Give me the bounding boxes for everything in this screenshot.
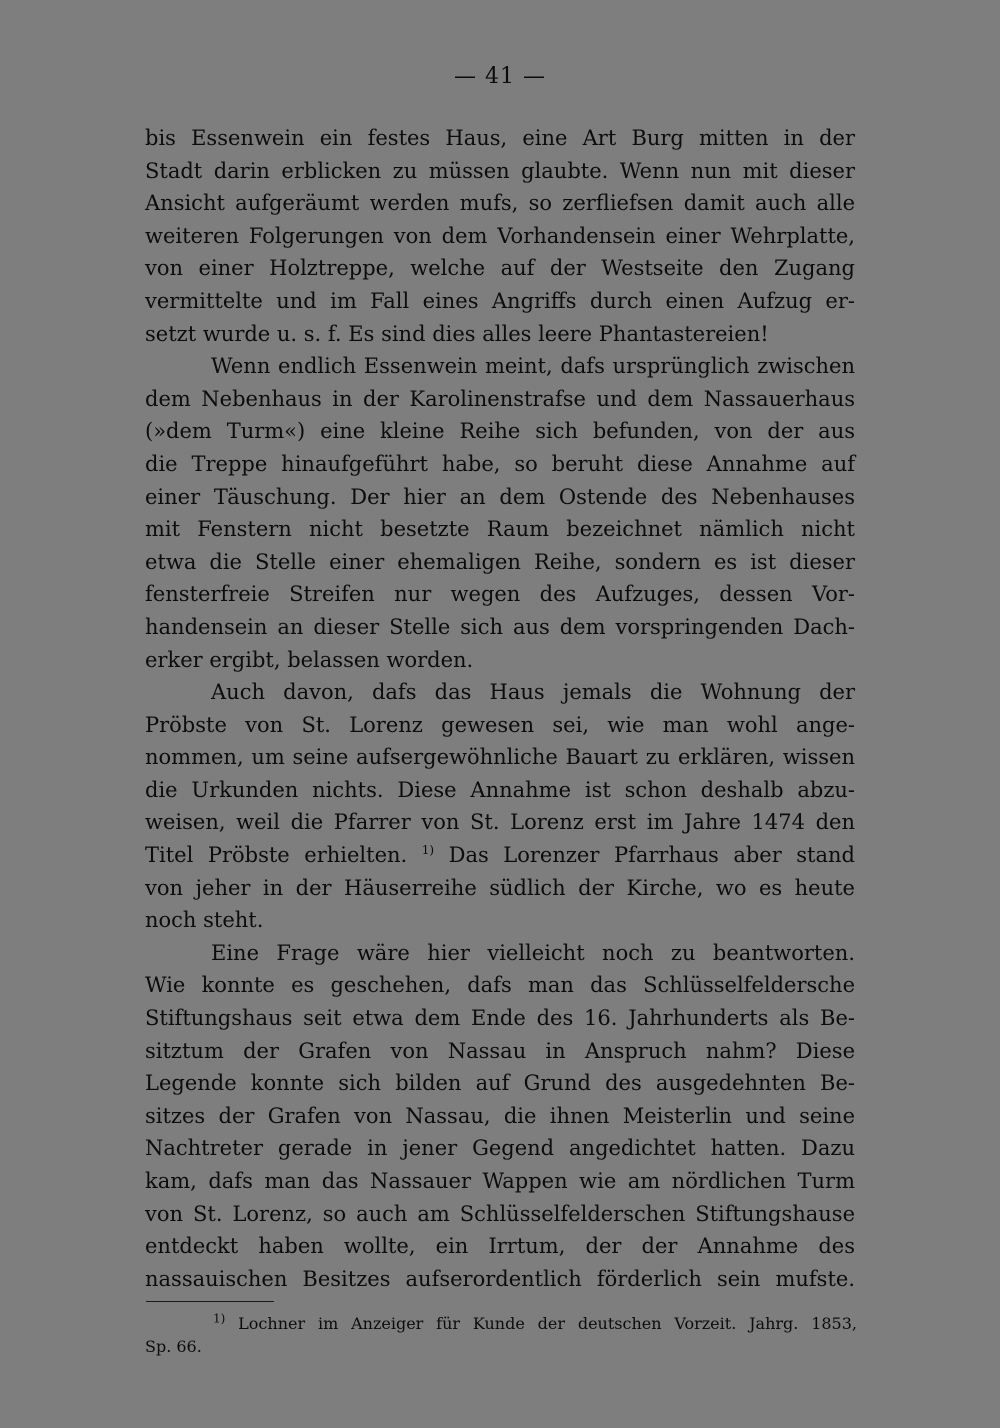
text-line: von jeher in der Häuserreihe südlich der Kirche, wo es heute bbox=[145, 875, 855, 900]
text-line: vermittelte und im Fall eines Angriffs durch einen Aufzug er- bbox=[145, 288, 855, 313]
text-line: Legende konnte sich bilden auf Grund des ausgedehnten Be- bbox=[145, 1071, 855, 1096]
text-line: etwa die Stelle einer ehemaligen Reihe, sondern es ist dieser bbox=[145, 549, 855, 574]
text-line: erker ergibt, belassen worden. bbox=[145, 647, 474, 672]
text-line: noch steht. bbox=[145, 908, 264, 933]
text-line: Wenn endlich Essenwein meint, dafs ursprünglich zwischen bbox=[211, 354, 855, 379]
text-line: sitzes der Grafen von Nassau, die ihnen Meisterlin und seine bbox=[145, 1103, 855, 1128]
text-line: bis Essenwein ein festes Haus, eine Art Burg mitten in der bbox=[145, 126, 855, 150]
text-line: nassauischen Besitzes aufserordentlich förderlich sein mufste. bbox=[145, 1266, 855, 1291]
page-number: — 41 — bbox=[454, 64, 546, 89]
text-fragment: Titel Pröbste erhielten. bbox=[145, 843, 408, 868]
footnote bbox=[145, 1312, 857, 1358]
footnote-marker: 1) bbox=[213, 1311, 226, 1326]
text-line: weiteren Folgerungen von dem Vorhandensein einer Wehrplatte, bbox=[145, 223, 855, 248]
text-line: weisen, weil die Pfarrer von St. Lorenz erst im Jahre 1474 den bbox=[145, 810, 855, 835]
text-line: einer Täuschung. Der hier an dem Ostende des Nebenhauses bbox=[145, 484, 855, 509]
text-line: setzt wurde u. s. f. Es sind dies alles leere Phantastereien! bbox=[145, 321, 769, 346]
footnote-line: Sp. 66. bbox=[145, 1337, 202, 1356]
footnote-reference: 1) bbox=[421, 843, 435, 858]
body-text bbox=[145, 122, 855, 1295]
text-line: kam, dafs man das Nassauer Wappen wie am nördlichen Turm bbox=[145, 1169, 855, 1193]
text-line: Stiftungshaus seit etwa dem Ende des 16. Jahrhunderts als Be- bbox=[145, 1006, 855, 1031]
footnote-divider bbox=[146, 1301, 274, 1302]
footnote-text: Lochner im Anzeiger für Kunde der deutschen Vorzeit. Jahrg. 1853, bbox=[238, 1314, 857, 1333]
text-line: Auch davon, dafs das Haus jemals die Wohnung der bbox=[211, 680, 855, 705]
text-line: Ansicht aufgeräumt werden mufs, so zerfliefsen damit auch alle bbox=[145, 191, 855, 216]
text-line: Pröbste von St. Lorenz gewesen sei, wie man wohl ange- bbox=[145, 712, 855, 737]
text-line: mit Fenstern nicht besetzte Raum bezeichnet nämlich nicht bbox=[145, 517, 855, 542]
text-line: Wie konnte es geschehen, dafs man das Schlüsselfeldersche bbox=[145, 973, 855, 998]
text-fragment: Das Lorenzer Pfarrhaus aber stand bbox=[448, 843, 855, 868]
text-line: von einer Holztreppe, welche auf der Westseite den Zugang bbox=[145, 256, 855, 281]
text-line: handensein an dieser Stelle sich aus dem vorspringenden Dach- bbox=[145, 614, 855, 639]
text-line: von St. Lorenz, so auch am Schlüsselfelderschen Stiftungshause bbox=[145, 1201, 855, 1226]
text-line-with-footnote-ref bbox=[145, 839, 855, 872]
text-line: (»dem Turm«) eine kleine Reihe sich befunden, von der aus bbox=[145, 419, 855, 444]
text-line: entdeckt haben wollte, ein Irrtum, der der Annahme des bbox=[145, 1234, 855, 1259]
footnote-line bbox=[145, 1312, 857, 1335]
text-line: Nachtreter gerade in jener Gegend angedichtet hatten. Dazu bbox=[145, 1136, 855, 1161]
text-line: sitztum der Grafen von Nassau in Anspruch nahm? Diese bbox=[145, 1038, 855, 1063]
text-line: die Urkunden nichts. Diese Annahme ist schon deshalb abzu- bbox=[145, 777, 855, 802]
text-line: fensterfreie Streifen nur wegen des Aufzuges, dessen Vor- bbox=[145, 582, 855, 607]
text-line: dem Nebenhaus in der Karolinenstrafse und dem Nassauerhaus bbox=[145, 386, 855, 411]
text-line: nommen, um seine aufsergewöhnliche Bauart zu erklären, wissen bbox=[145, 745, 855, 770]
text-line: die Treppe hinaufgeführt habe, so beruht diese Annahme auf bbox=[145, 451, 855, 476]
text-line: Eine Frage wäre hier vielleicht noch zu beantworten. bbox=[211, 940, 855, 965]
text-line: Stadt darin erblicken zu müssen glaubte. Wenn nun mit dieser bbox=[145, 158, 855, 183]
